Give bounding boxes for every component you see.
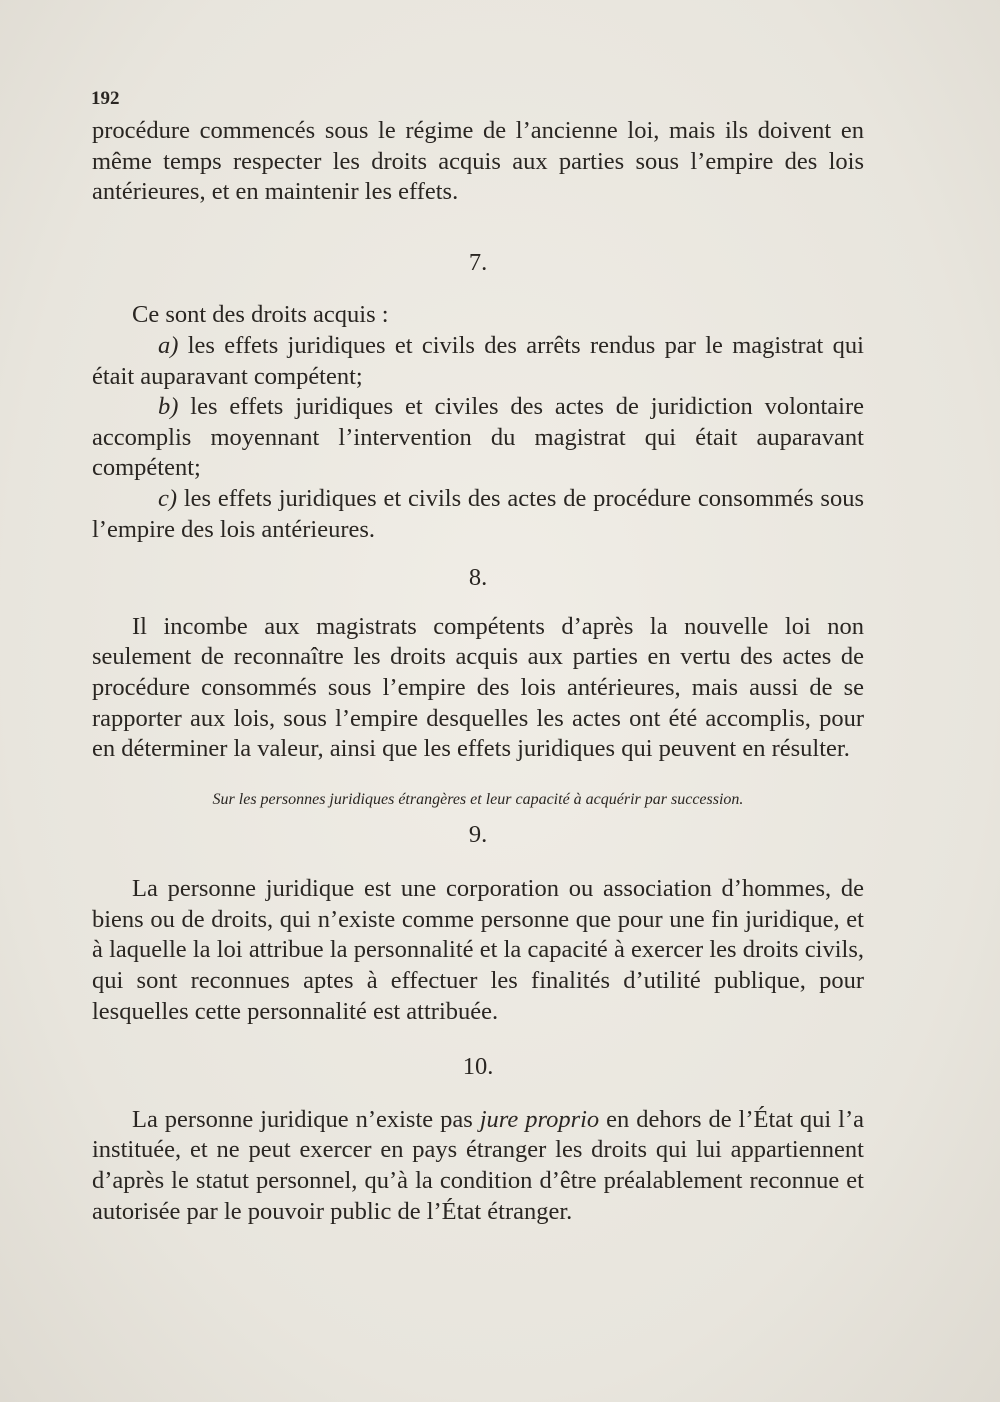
item-a-marker: a): [158, 331, 179, 359]
paragraph-intro: procédure commencés sous le régime de l’ancienne loi, mais ils doivent en même temps respecter les droits acquis aux parties sous l’empire des lois antérieures, et en maintenir les effets.: [92, 117, 864, 206]
item-a-text: les effets juridiques et civils des arrêts rendus par le magistrat qui était auparavant compétent;: [92, 331, 864, 390]
item-b-text: les effets juridiques et civiles des actes de juridiction volontaire accomplis moyennant l’intervention du magistrat qui était auparavant compétent;: [92, 393, 864, 482]
paragraph-9: La personne juridique est une corporation ou association d’hommes, de biens ou de droits, qui n’existe comme personne que pour une fin juridique, et à laquelle la loi attribue la personnalité et la capacité à exercer les droits civils, qui sont reconnues aptes à effectuer les finalités d’utilité publique, pour lesquelles cette personnalité est attribuée.: [92, 875, 864, 1025]
paragraph-10-part2: en dehors de l’État qui l’a instituée, et ne peut exercer en pays étranger les droits qui lui appartiennent d’après le statut personnel, qu’à la condition d’être préalablement reconnue et autorisée par le pouvoir public de l’État étranger.: [92, 1105, 865, 1225]
list-item-c: [92, 484, 864, 545]
paragraph-8: Il incombe aux magistrats compétents d’après la nouvelle loi non seulement de reconnaître les droits acquis aux parties en vertu des actes de procédure consommés sous l’empire des lois antérieures, mais aussi de se rapporter aux lois, sous l’empire desquelles les actes ont été accomplis, pour en déterminer la valeur, ainsi que les effets juridiques qui peuvent en résulter.: [92, 612, 864, 763]
list-item-b: [92, 392, 864, 484]
latin-phrase: jure proprio: [479, 1105, 600, 1133]
page-body: [92, 116, 864, 1227]
section-number-10: 10.: [462, 1053, 494, 1081]
list-item-a: [92, 331, 864, 392]
paragraph-10-part1: La personne juridique n’existe pas: [132, 1105, 480, 1133]
section-number-8: 8.: [468, 564, 488, 592]
paragraph-10: [92, 1105, 864, 1227]
section-subheading: Sur les personnes juridiques étrangères et leur capacité à acquérir par succession.: [212, 790, 744, 808]
item-c-text: les effets juridiques et civils des actes de procédure consommés sous l’empire des lois antérieures.: [92, 484, 864, 543]
item-b-marker: b): [158, 393, 179, 421]
page-number: 192: [91, 88, 120, 109]
section-number-9: 9.: [468, 820, 488, 848]
paragraph-7-lead: Ce sont des droits acquis :: [132, 301, 389, 329]
item-c-marker: c): [158, 484, 178, 512]
section-number-7: 7.: [468, 248, 488, 276]
